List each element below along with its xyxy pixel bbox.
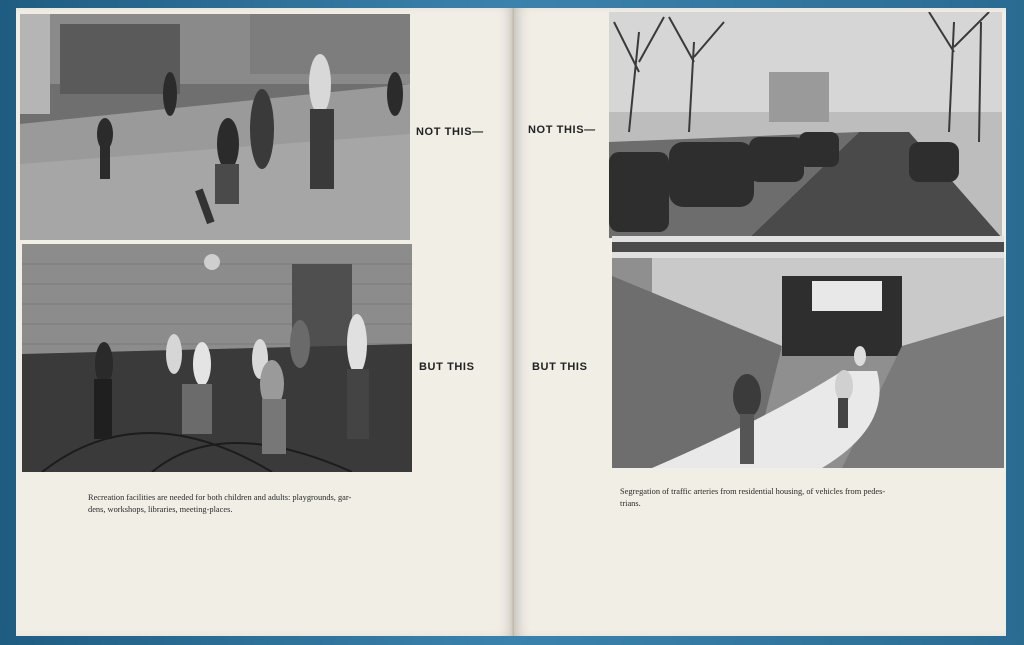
right-caption-line-2: trians. — [620, 499, 641, 508]
right-page — [514, 8, 1006, 636]
left-caption-line-1: Recreation facilities are needed for both children and adults: playgrounds, gar- — [88, 493, 352, 502]
gymnasium-play-photo — [22, 244, 412, 472]
left-page — [16, 8, 514, 636]
not-this-label-right: NOT THIS— — [528, 124, 596, 136]
pedestrian-underpass-photo — [612, 236, 1004, 468]
car-traffic-street-photo — [609, 12, 1002, 238]
but-this-label-right: BUT THIS — [532, 361, 588, 373]
left-caption-line-2: dens, workshops, libraries, meeting-places. — [88, 505, 233, 514]
but-this-label-left: BUT THIS — [419, 361, 475, 373]
street-play-photo — [20, 14, 410, 240]
not-this-label-left: NOT THIS— — [416, 126, 484, 138]
left-caption — [88, 492, 418, 516]
right-caption-line-1: Segregation of traffic arteries from residential housing, of vehicles from pedes- — [620, 487, 886, 496]
right-caption — [620, 486, 960, 510]
